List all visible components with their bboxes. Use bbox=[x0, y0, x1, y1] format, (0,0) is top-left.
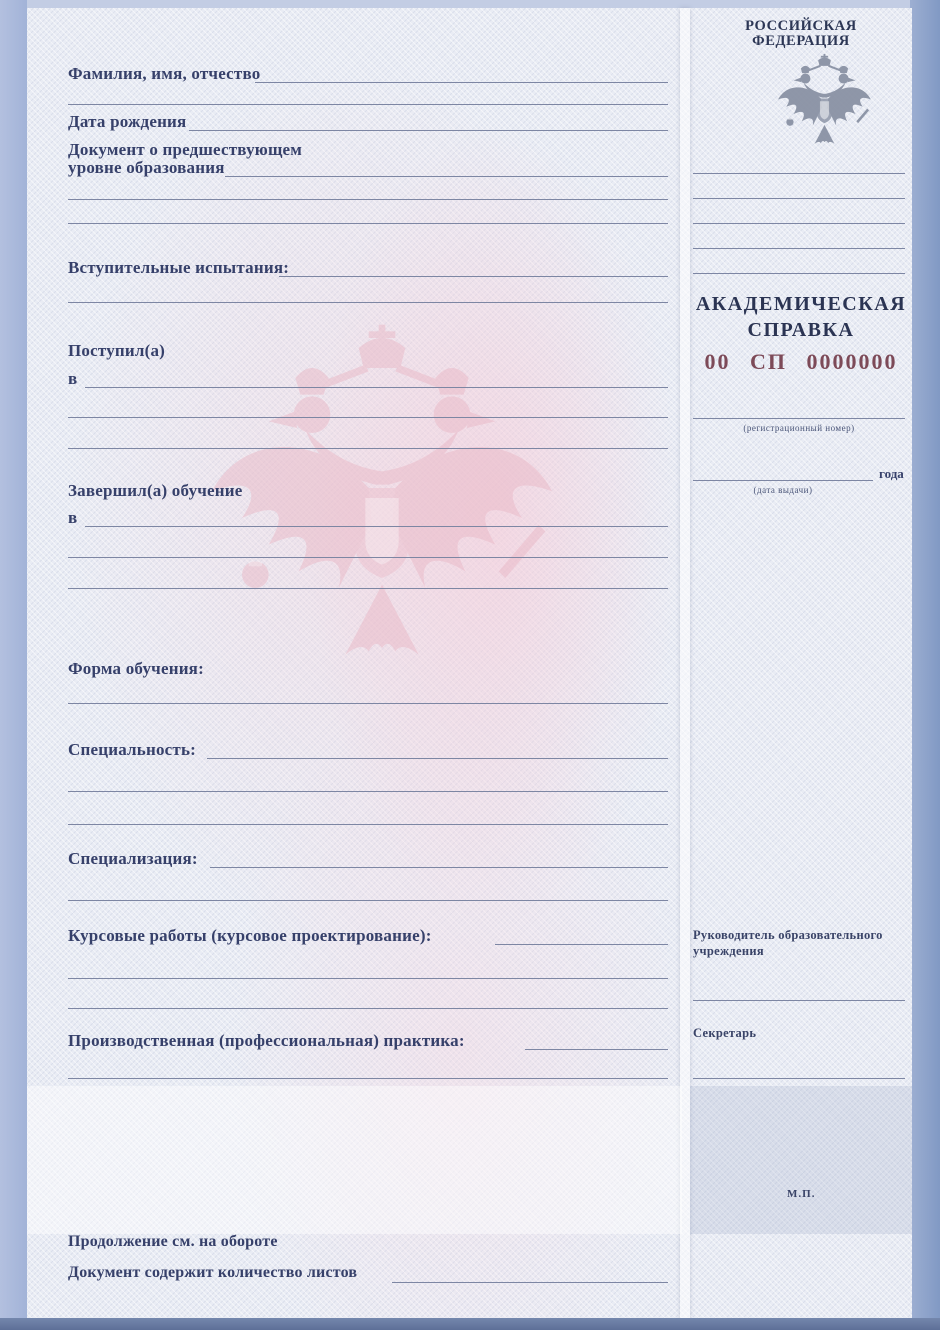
completed-line3 bbox=[68, 588, 668, 589]
year-suffix: года bbox=[879, 466, 904, 481]
previous-education-label-1: Документ о предшествующем bbox=[68, 140, 303, 159]
specialization-line bbox=[210, 867, 668, 868]
registration-number-line bbox=[693, 418, 905, 419]
completed-line bbox=[85, 526, 668, 527]
coursework-line bbox=[495, 944, 668, 945]
registration-number-caption: (регистрационный номер) bbox=[743, 423, 855, 433]
page-border-left bbox=[0, 0, 27, 1330]
entrance-exams-line2 bbox=[68, 302, 668, 303]
right-blank-line-2 bbox=[693, 198, 905, 199]
study-form-line bbox=[68, 703, 668, 704]
page-border-right bbox=[910, 0, 940, 1330]
certificate-paper bbox=[27, 8, 912, 1320]
full-name-line bbox=[255, 82, 668, 83]
right-blank-line-4 bbox=[693, 248, 905, 249]
country-name-line1: РОССИЙСКАЯ bbox=[745, 18, 857, 34]
completed-line2 bbox=[68, 557, 668, 558]
country-name-line2: ФЕДЕРАЦИЯ bbox=[752, 33, 850, 49]
admitted-line3 bbox=[68, 448, 668, 449]
coat-of-arms-icon bbox=[762, 54, 887, 154]
full-name-label: Фамилия, имя, отчество bbox=[68, 64, 261, 83]
previous-education-line2 bbox=[68, 199, 668, 200]
specialty-line bbox=[207, 758, 668, 759]
page-border-top bbox=[0, 0, 940, 8]
issue-date-line bbox=[693, 480, 873, 481]
secretary-label: Секретарь bbox=[693, 1026, 757, 1040]
specialty-line3 bbox=[68, 824, 668, 825]
sheets-count-line bbox=[392, 1282, 668, 1283]
practice-line2 bbox=[68, 1078, 668, 1079]
secretary-signature-line bbox=[693, 1078, 905, 1079]
continuation-note: Продолжение см. на обороте bbox=[68, 1233, 278, 1250]
practice-label: Производственная (профессиональная) практика: bbox=[68, 1031, 465, 1050]
right-blank-line-5 bbox=[693, 273, 905, 274]
practice-line bbox=[525, 1049, 668, 1050]
eagle-watermark-icon bbox=[182, 308, 582, 708]
specialty-label: Специальность: bbox=[68, 740, 197, 759]
head-signature-line bbox=[693, 1000, 905, 1001]
admitted-line bbox=[85, 387, 668, 388]
head-signature-label-2: учреждения bbox=[693, 944, 764, 958]
birth-date-line bbox=[189, 130, 668, 131]
specialty-line2 bbox=[68, 791, 668, 792]
coursework-line3 bbox=[68, 1008, 668, 1009]
entrance-exams-line bbox=[279, 276, 668, 277]
previous-education-label-2: уровне образования bbox=[68, 158, 225, 177]
completed-label: Завершил(а) обучение bbox=[68, 481, 243, 500]
certificate-title-line2: СПРАВКА bbox=[747, 319, 855, 341]
stamp-place-label: М.П. bbox=[787, 1188, 816, 1200]
entrance-exams-label: Вступительные испытания: bbox=[68, 258, 290, 277]
coursework-line2 bbox=[68, 978, 668, 979]
lower-light-panel bbox=[27, 1086, 682, 1234]
admitted-in-label: в bbox=[68, 369, 78, 388]
specialization-line2 bbox=[68, 900, 668, 901]
right-blank-line-3 bbox=[693, 223, 905, 224]
birth-date-label: Дата рождения bbox=[68, 112, 187, 131]
study-form-label: Форма обучения: bbox=[68, 659, 204, 678]
sheets-count-label: Документ содержит количество листов bbox=[68, 1264, 358, 1281]
specialization-label: Специализация: bbox=[68, 849, 198, 868]
previous-education-line3 bbox=[68, 223, 668, 224]
head-signature-label-1: Руководитель образовательного bbox=[693, 928, 883, 942]
right-blank-line-1 bbox=[693, 173, 905, 174]
serial-number: 00 СП 0000000 bbox=[704, 349, 898, 374]
previous-education-line bbox=[225, 176, 668, 177]
admitted-line2 bbox=[68, 417, 668, 418]
admitted-label: Поступил(а) bbox=[68, 341, 166, 360]
coursework-label: Курсовые работы (курсовое проектирование): bbox=[68, 926, 432, 945]
issue-date-caption: (дата выдачи) bbox=[753, 485, 813, 495]
completed-in-label: в bbox=[68, 508, 78, 527]
page-border-bottom bbox=[0, 1318, 940, 1330]
full-name-line2 bbox=[68, 104, 668, 105]
certificate-title-line1: АКАДЕМИЧЕСКАЯ bbox=[695, 293, 907, 315]
stamp-area-panel bbox=[690, 1086, 912, 1234]
